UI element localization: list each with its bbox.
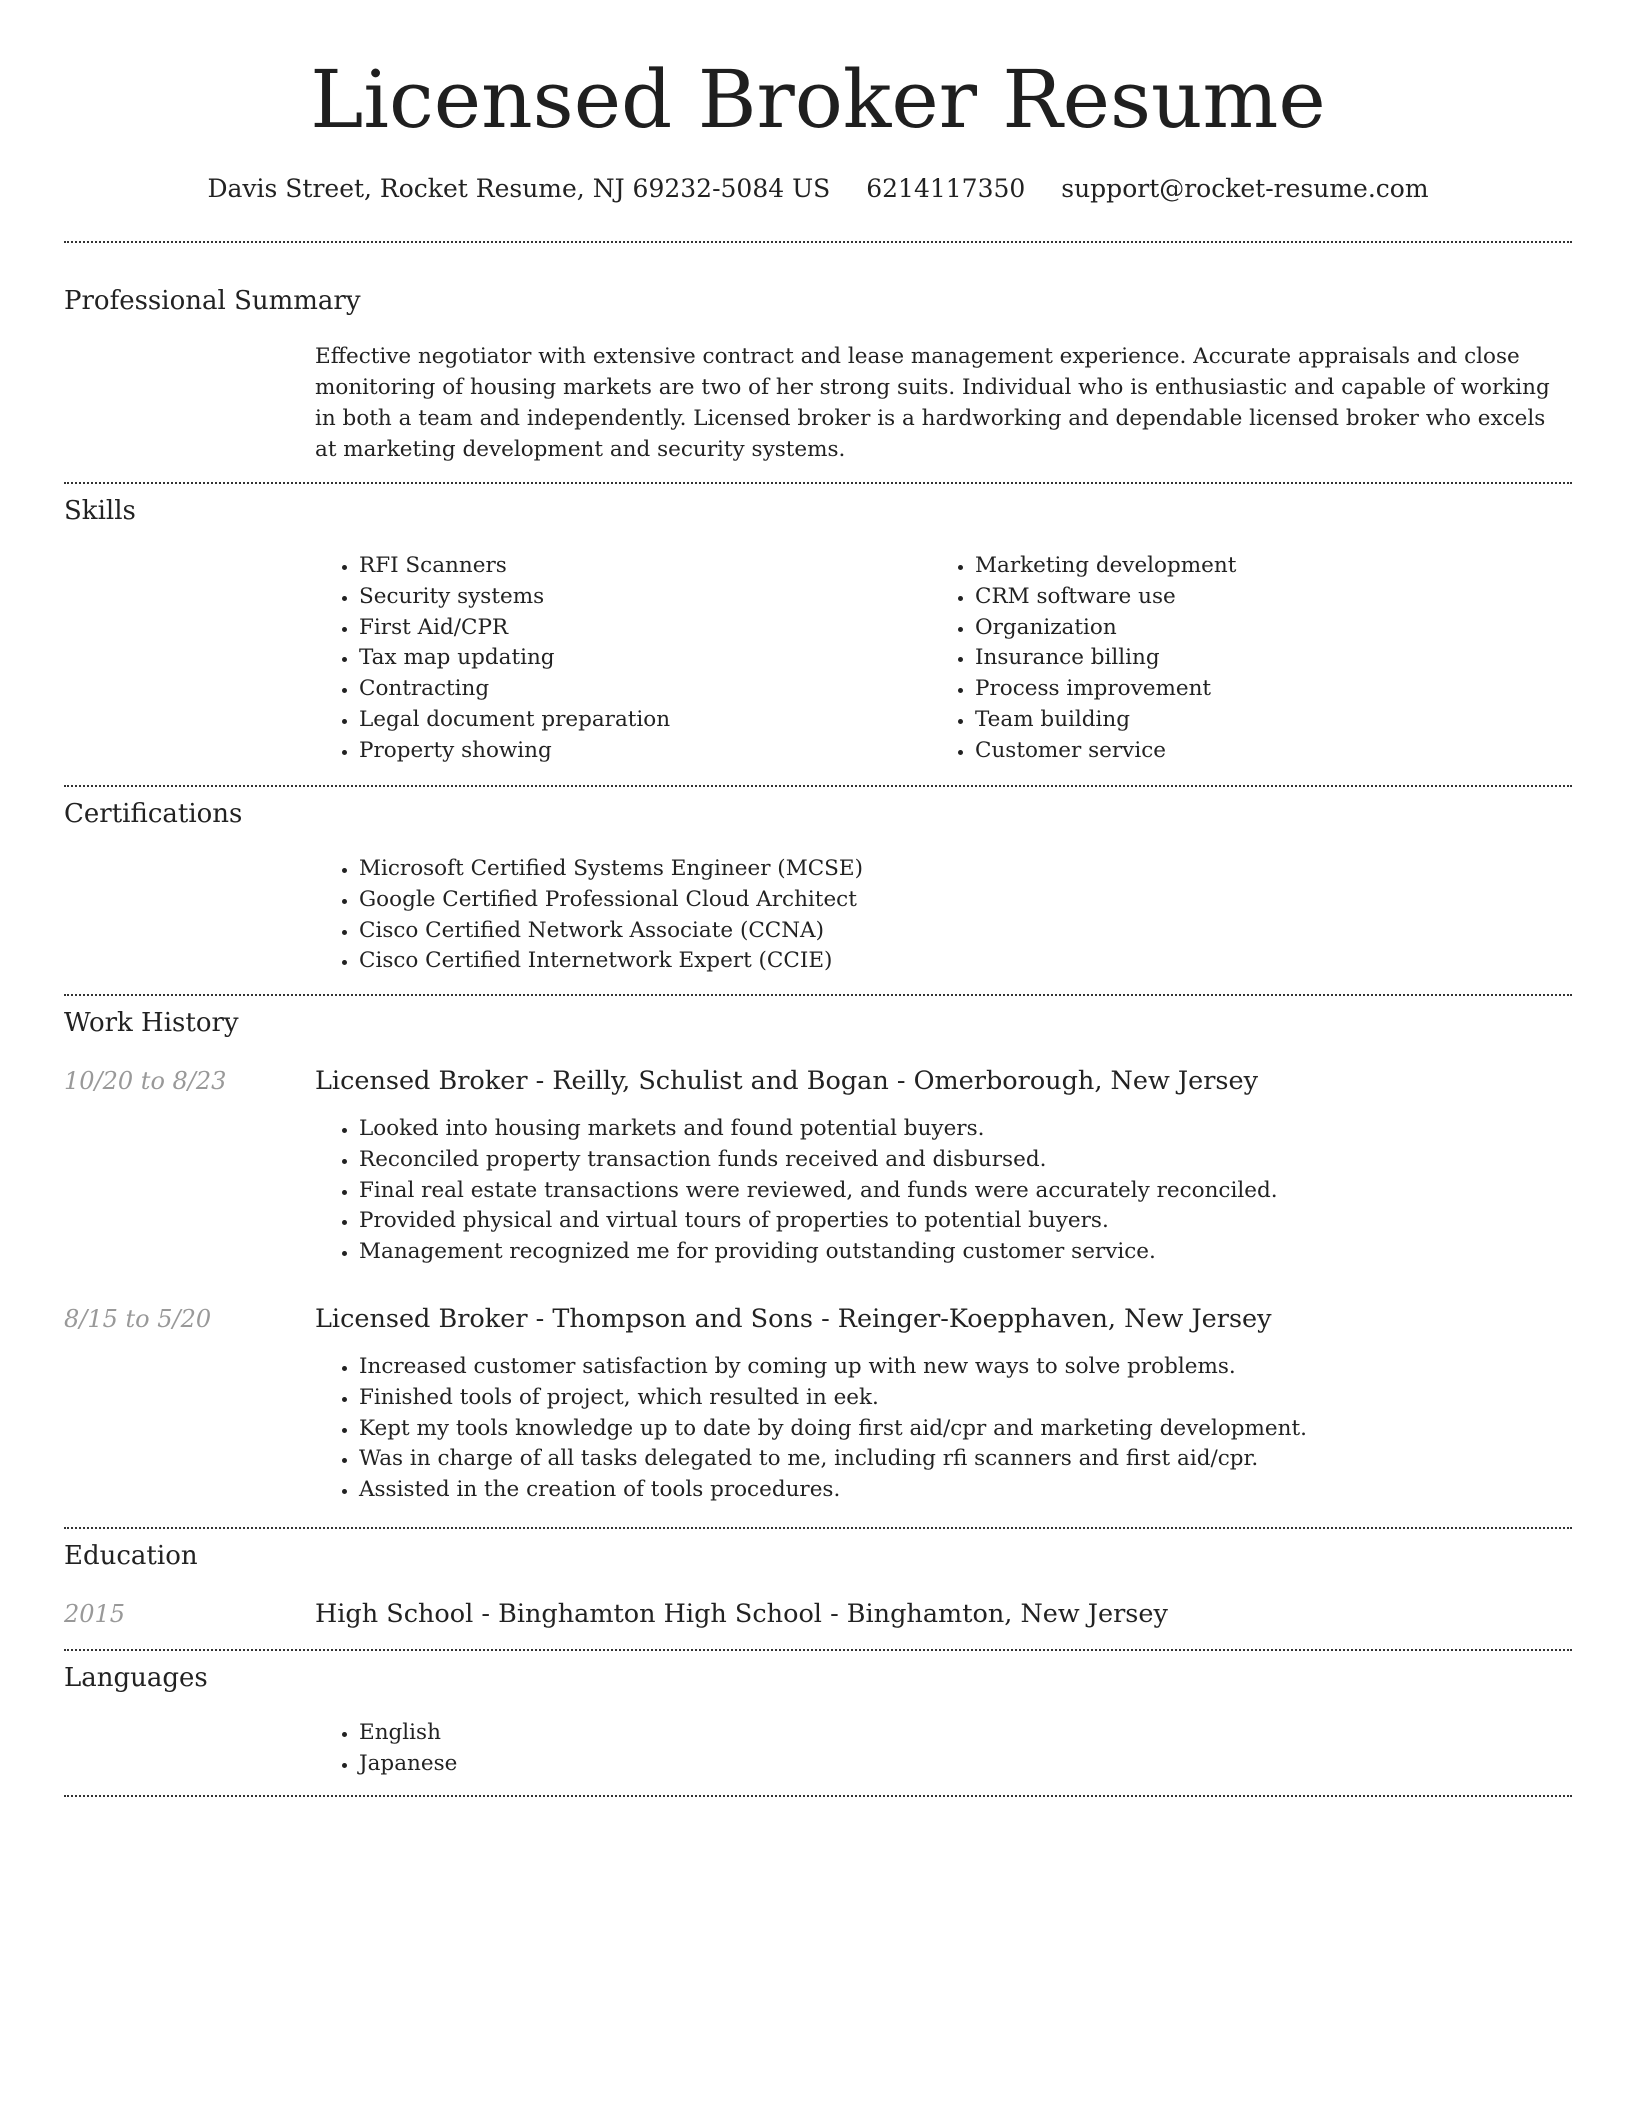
list-item: • Team building (975, 705, 1236, 736)
list-item: • Japanese (359, 1749, 457, 1780)
divider (64, 482, 1572, 484)
list-item: • Reconciled property transaction funds received and disbursed. (359, 1145, 1278, 1176)
section-heading-summary: Professional Summary (64, 286, 361, 316)
job-title: Licensed Broker - Reilly, Schulist and Bogan - Omerborough, New Jersey (315, 1066, 1258, 1096)
section-heading-skills: Skills (64, 496, 136, 526)
list-item: • Final real estate transactions were reviewed, and funds were accurately reconciled. (359, 1176, 1278, 1207)
section-heading-languages: Languages (64, 1663, 208, 1693)
education-entry: High School - Binghamton High School - Binghamton, New Jersey (315, 1599, 1168, 1629)
contact-line (64, 172, 1572, 206)
skills-list-right (931, 551, 1236, 767)
list-item: • Legal document preparation (359, 705, 670, 736)
divider (64, 1649, 1572, 1651)
divider (64, 1527, 1572, 1529)
contact-address: Davis Street, Rocket Resume, NJ 69232-5084 US (207, 174, 831, 203)
list-item: • Property showing (359, 736, 670, 767)
list-item: • Tax map updating (359, 643, 670, 674)
list-item: • Management recognized me for providing outstanding customer service. (359, 1237, 1278, 1268)
summary-text: Effective negotiator with extensive contract and lease management experience. Accurate appraisals and close monitoring of housing markets are two of her strong suits. Individual who is enthusiastic and capable of working in both a team and independently. Licensed broker is a hardworking and dependable licensed broker who excels at marketing development and security systems. (315, 344, 1550, 462)
list-item: • First Aid/CPR (359, 613, 670, 644)
list-item: • Microsoft Certified Systems Engineer (MCSE) (359, 854, 863, 885)
education-year: 2015 (64, 1600, 126, 1628)
list-item: • Organization (975, 613, 1236, 644)
list-item: • Kept my tools knowledge up to date by doing first aid/cpr and marketing development. (359, 1414, 1307, 1445)
skills-list-left (315, 551, 670, 767)
divider (64, 241, 1572, 243)
job-dates: 8/15 to 5/20 (64, 1305, 212, 1333)
list-item: • Google Certified Professional Cloud Architect (359, 885, 863, 916)
divider (64, 785, 1572, 787)
list-item: • Looked into housing markets and found potential buyers. (359, 1114, 1278, 1145)
list-item: • Was in charge of all tasks delegated to me, including rfi scanners and first aid/cpr. (359, 1444, 1307, 1475)
list-item: • Increased customer satisfaction by coming up with new ways to solve problems. (359, 1352, 1307, 1383)
list-item: • Contracting (359, 674, 670, 705)
list-item: • Assisted in the creation of tools procedures. (359, 1475, 1307, 1506)
list-item: • CRM software use (975, 582, 1236, 613)
languages-list (315, 1718, 457, 1780)
list-item: • Cisco Certified Internetwork Expert (CCIE) (359, 946, 863, 977)
list-item: • Security systems (359, 582, 670, 613)
job-title: Licensed Broker - Thompson and Sons - Reinger-Koepphaven, New Jersey (315, 1304, 1272, 1334)
section-heading-work: Work History (64, 1008, 239, 1038)
section-heading-education: Education (64, 1541, 198, 1571)
divider (64, 994, 1572, 996)
list-item: • Finished tools of project, which resulted in eek. (359, 1383, 1307, 1414)
list-item: • Insurance billing (975, 643, 1236, 674)
section-heading-certifications: Certifications (64, 799, 243, 829)
resume-title: Licensed Broker Resume (310, 53, 1326, 146)
divider (64, 1795, 1572, 1797)
list-item: • Process improvement (975, 674, 1236, 705)
job-dates: 10/20 to 8/23 (64, 1067, 227, 1095)
list-item: • Cisco Certified Network Associate (CCNA) (359, 916, 863, 947)
contact-email[interactable]: support@rocket-resume.com (1061, 174, 1429, 203)
certifications-list (315, 854, 863, 977)
contact-phone: 6214117350 (866, 174, 1026, 203)
list-item: • Customer service (975, 736, 1236, 767)
list-item: • RFI Scanners (359, 551, 670, 582)
job-bullets (315, 1352, 1307, 1506)
list-item: • Marketing development (975, 551, 1236, 582)
list-item: • English (359, 1718, 457, 1749)
list-item: • Provided physical and virtual tours of properties to potential buyers. (359, 1206, 1278, 1237)
job-bullets (315, 1114, 1278, 1268)
